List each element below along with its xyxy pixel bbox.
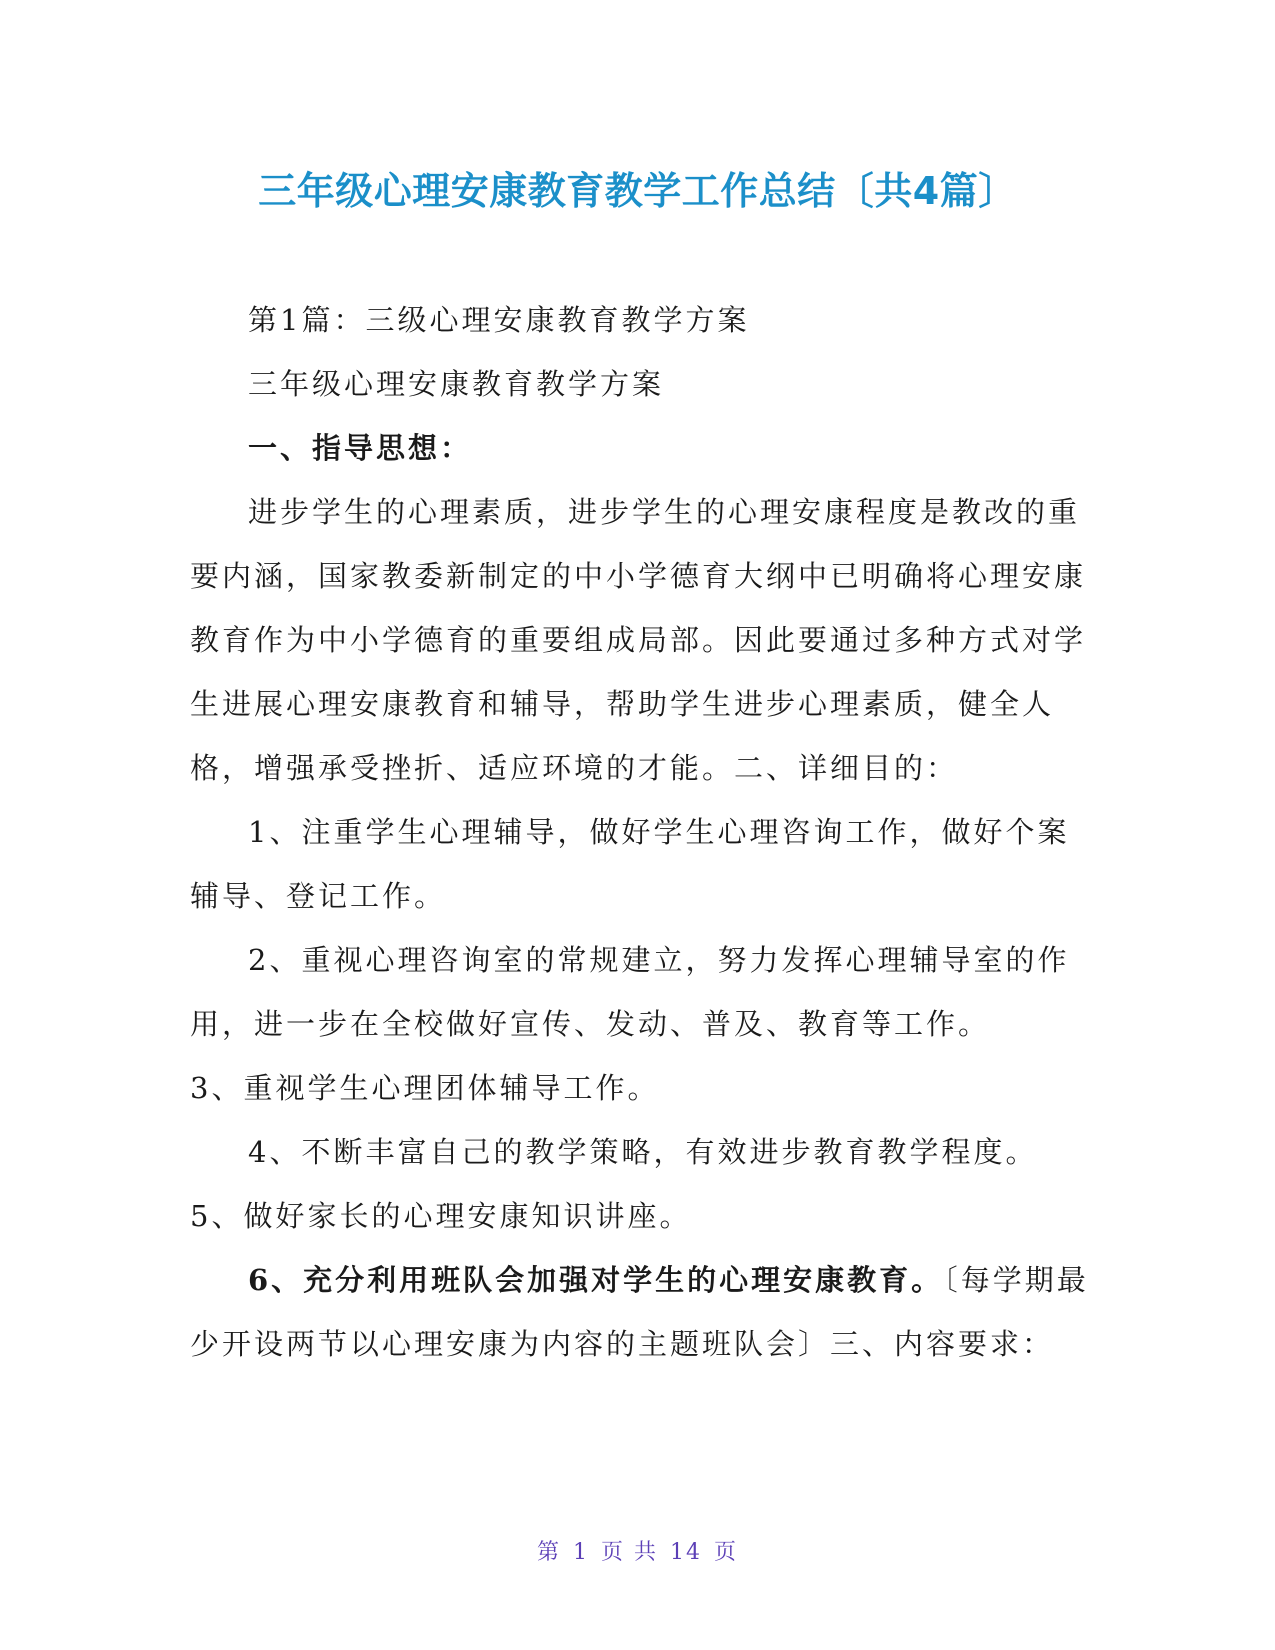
list-item-4: 4、不断丰富自己的教学策略，有效进步教育教学程度。 (248, 1135, 1038, 1169)
footer-mid: 页 共 (601, 1540, 658, 1565)
list-item-5: 5、做好家长的心理安康知识讲座。 (190, 1199, 692, 1233)
list-item-2: 2、重视心理咨询室的常规建立，努力发挥心理辅导室的作用，进一步在全校做好宣传、发动、普及、教育等工作。 (190, 943, 1070, 1041)
document-title: 三年级心理安康教育教学工作总结〔共4篇〕 (258, 169, 1017, 213)
list-item-6 (190, 1248, 1090, 1376)
list-item-6-rest: 〔每学期最少开设两节以心理安康为内容的主题班队会〕三、内容要求： (190, 1263, 1089, 1361)
footer-prefix: 第 (536, 1540, 561, 1565)
page-footer (0, 1535, 1275, 1566)
paragraph-plan-title: 三年级心理安康教育教学方案 (248, 367, 665, 401)
paragraph-guiding-thought: 进步学生的心理素质，进步学生的心理安康程度是教改的重要内涵，国家教委新制定的中小学德育大纲中已明确将心理安康教育作为中小学德育的重要组成局部。因此要通过多种方式对学生进展心理安康教育和辅导，帮助学生进步心理素质，健全人格，增强承受挫折、适应环境的才能。二、详细目的： (190, 495, 1087, 785)
list-item-6-bold: 6、充分利用班队会加强对学生的心理安康教育。 (248, 1263, 944, 1297)
paragraph-section-title: 第1篇：三级心理安康教育教学方案 (248, 303, 750, 337)
footer-suffix: 页 (714, 1540, 739, 1565)
list-item-1: 1、注重学生心理辅导，做好学生心理咨询工作，做好个案辅导、登记工作。 (190, 815, 1070, 913)
footer-total-pages: 14 (670, 1540, 702, 1565)
heading-guiding-thought: 一、指导思想： (248, 431, 473, 465)
footer-current-page: 1 (573, 1540, 589, 1565)
document-body (190, 288, 1090, 1376)
list-item-3: 3、重视学生心理团体辅导工作。 (190, 1071, 660, 1105)
